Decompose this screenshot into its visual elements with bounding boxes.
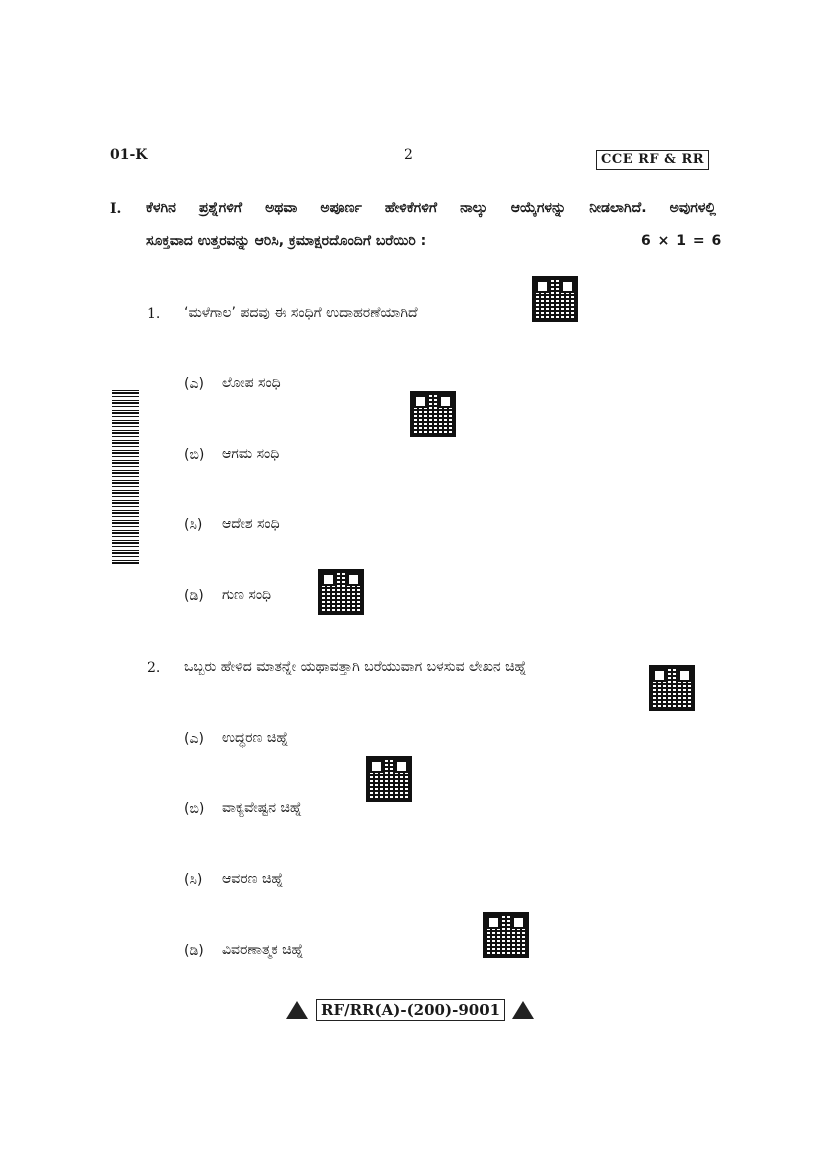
question-2-option-a-text: ಉದ್ಧರಣ ಚಿಹ್ನೆ (222, 730, 289, 746)
qr-code-icon (318, 569, 364, 615)
footer-code: RF/RR(A)-(200)-9001 (316, 999, 505, 1021)
section-instruction-line1: ಕೆಳಗಿನ ಪ್ರಶ್ನೆಗಳಿಗೆ ಅಥವಾ ಅಪೂರ್ಣ ಹೇಳಿಕೆಗಳಿಗೆ ನಾಲ್ಕು ಆಯ್ಕೆಗಳನ್ನು ನೀಡಲಾಗಿದೆ. ಅವುಗಳಲ್ಲಿ (146, 200, 716, 216)
qr-code-icon (649, 665, 695, 711)
question-2-option-c-label: (ಸಿ) (184, 872, 203, 888)
question-1-number: 1. (147, 306, 161, 322)
course-tag: CCE RF & RR (596, 150, 709, 170)
question-1-option-d-label: (ಡಿ) (184, 588, 204, 604)
barcode-image (112, 388, 139, 564)
question-1-option-a-label: (ಎ) (184, 376, 204, 392)
qr-code-icon (366, 756, 412, 802)
section-instruction-line2: ಸೂಕ್ತವಾದ ಉತ್ತರವನ್ನು ಆರಿಸಿ, ಕ್ರಮಾಕ್ಷರದೊಂದಿಗೆ ಬರೆಯಿರಿ : (146, 233, 427, 249)
question-2-option-d-label: (ಡಿ) (184, 943, 204, 959)
question-2-option-a-label: (ಎ) (184, 731, 204, 747)
question-2-text: ಒಬ್ಬರು ಹೇಳಿದ ಮಾತನ್ನೇ ಯಥಾವತ್ತಾಗಿ ಬರೆಯುವಾಗ ಬಳಸುವ ಲೇಖನ ಚಿಹ್ನೆ (184, 659, 527, 675)
page-number: 2 (404, 147, 413, 163)
question-2-option-c-text: ಆವರಣ ಚಿಹ್ನೆ (222, 871, 284, 887)
triangle-icon (286, 1001, 308, 1019)
question-2-option-b-text: ವಾಕ್ಯವೇಷ್ಟನ ಚಿಹ್ನೆ (222, 800, 303, 816)
section-marks: 6 × 1 = 6 (641, 233, 723, 249)
question-1-option-b-label: (ಬಿ) (184, 447, 205, 463)
question-1-option-b-text: ಆಗಮ ಸಂಧಿ (222, 446, 280, 462)
question-2-option-d-text: ವಿವರಣಾತ್ಮಕ ಚಿಹ್ನೆ (222, 942, 304, 958)
qr-code-icon (532, 276, 578, 322)
section-number: I. (110, 201, 122, 217)
question-1-text: ‘ಮಳೆಗಾಲ’ ಪದವು ಈ ಸಂಧಿಗೆ ಉದಾಹರಣೆಯಾಗಿದೆ (184, 305, 418, 321)
paper-code: 01-K (110, 147, 148, 163)
qr-code-icon (483, 912, 529, 958)
question-1-option-c-text: ಆದೇಶ ಸಂಧಿ (222, 516, 280, 532)
question-2-option-b-label: (ಬಿ) (184, 801, 205, 817)
question-2-number: 2. (147, 660, 161, 676)
question-1-option-d-text: ಗುಣ ಸಂಧಿ (222, 587, 272, 603)
question-1-option-c-label: (ಸಿ) (184, 517, 203, 533)
triangle-icon (512, 1001, 534, 1019)
qr-code-icon (410, 391, 456, 437)
question-1-option-a-text: ಲೋಪ ಸಂಧಿ (222, 375, 281, 391)
